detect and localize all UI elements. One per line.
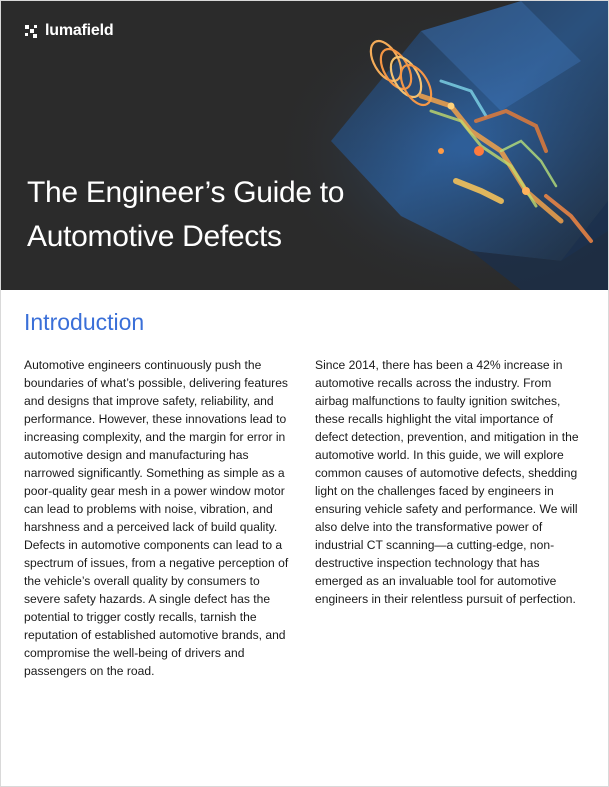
lumafield-logo-icon [23, 23, 39, 39]
brand-logo [23, 21, 113, 41]
hero-banner [1, 1, 608, 290]
title-line-2: Automotive Defects [27, 220, 282, 253]
body-paragraph-right: Since 2014, there has been a 42% increase in automotive recalls across the industry. From airbag malfunctions to faulty ignition switches, these recalls highlight the vital importance of defect detection, prevention, and mitigation in the automotive world. In this guide, we will explore common causes of automotive defects, shedding light on the challenges faced by engineers in ensuring vehicle safety and performance. We will also delve into the transformative power of industrial CT scanning—a cutting-edge, non-destructive inspection technology that has emerged as an invaluable tool for automotive engineers in their relentless pursuit of perfection. [315, 358, 579, 606]
brand-name: lumafield [45, 22, 114, 39]
title-line-1: The Engineer’s Guide to [27, 176, 345, 209]
page-title [27, 171, 447, 259]
section-heading: Introduction [24, 309, 145, 335]
body-paragraph-left: Automotive engineers continuously push the boundaries of what’s possible, delivering features and designs that improve safety, reliability, and performance. However, these innovations lead to increasing complexity, and the margin for error in automotive design and manufacturing has narrowed significantly. Something as simple as a poor-quality gear mesh in a power window motor can lead to problems with noise, vibration, and harshness and a perceived lack of build quality. Defects in automotive components can lead to a spectrum of issues, from a negative perception of the vehicle’s overall quality by consumers to severe safety hazards. A single defect has the potential to trigger costly recalls, tarnish the reputation of established automotive brands, and compromise the well-being of drivers and passengers on the road. [24, 358, 289, 678]
